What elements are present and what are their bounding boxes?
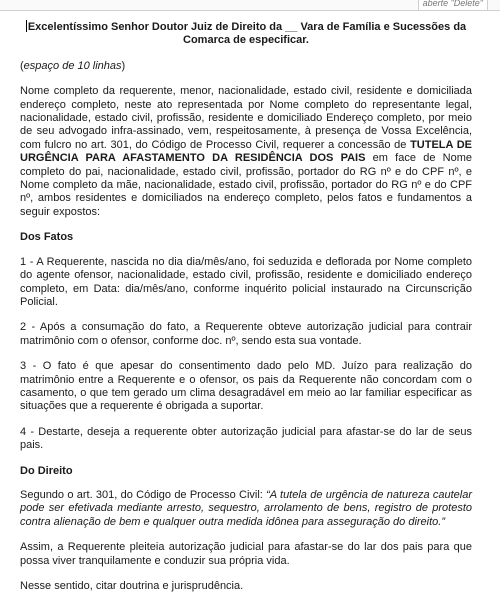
fato-paragraph-2: 2 - Após a consumação do fato, a Requerente obteve autorização judicial para contrair matrimônio com o ofensor, conforme doc. nº, sendo esta sua vontade. <box>20 321 472 347</box>
text-cursor <box>26 20 27 32</box>
intro-paragraph: Nome completo da requerente, menor, nacionalidade, estado civil, residente e domiciliada endereço completo, neste ato representada por Nome completo do representante legal, nacionalidade, estado civil, profissão, residente e domiciliado Endereço completo, por meio de seu advogado infra-assinado, vem, respeitosamente, à presença de Vossa Excelência, com fulcro no art. 301, do Código de Processo Civil, requerer a concessão de TUTELA DE URGÊNCIA PARA AFASTAMENTO DA RESIDÊNCIA DOS PAIS em face de Nome completo do pai, nacionalidade, estado civil, profissão, portador do RG nº e do CPF nº, e Nome completo da mãe, nacionalidade, estado civil, profissão, portador do RG nº e do CPF nº, ambos residentes e domiciliados na endereço completo, pelos fatos e fundamentos a seguir expostos: <box>20 85 472 218</box>
document-page[interactable] <box>20 20 472 605</box>
legal-quote: “A tutela de urgência de natureza cautelar pode ser efetivada mediante arresto, sequestro, arrolamento de bens, registro de protesto contra alienação de bem e qualquer outra medida idônea para asseguração do direito.” <box>20 488 472 528</box>
heading-text: Excelentíssimo Senhor Doutor Juiz de Direito da __ Vara de Família e Sucessões da Comarca de especificar. <box>27 21 467 47</box>
document-heading <box>20 20 472 48</box>
fato-paragraph-1: 1 - A Requerente, nascida no dia dia/mês/ano, foi seduzida e deflorada por Nome completo do agente ofensor, nacionalidade, estado civil, profissão, residente e domiciliado endereço completo, em Data: dia/mês/ano, conforme inquérito policial instaurado na Circunscrição Policial. <box>20 255 472 308</box>
fato-paragraph-3: 3 - O fato é que apesar do consentimento dado pelo MD. Juízo para realização do matrimônio entre a Requerente e o ofensor, os pais da Requerente não concordam com o casamento, o que tem gerado um clima desagradável em meio ao lar familiar especificar as situações que a requerente é obrigada a suportar. <box>20 360 472 413</box>
section-fatos: Dos Fatos <box>20 231 74 244</box>
direito-paragraph-2: Assim, a Requerente pleiteia autorização judicial para afastar-se do lar dos pais para que possa viver tranquilamente e conduzir sua própria vida. <box>20 541 472 567</box>
fato-paragraph-4: 4 - Destarte, deseja a requerente obter autorização judicial para afastar-se do lar de seus pais. <box>20 425 472 452</box>
spacing-note-text: espaço de 10 linhas <box>23 59 122 72</box>
direito-paragraph-3: Nesse sentido, citar doutrina e jurisprudência. <box>20 580 244 592</box>
spacing-note: (espaço de 10 linhas) <box>20 59 126 72</box>
direito-paragraph-1: Segundo o art. 301, do Código de Processo Civil: “A tutela de urgência de natureza cautelar pode ser efetivada mediante arresto, sequestro, arrolamento de bens, registro de protesto contra alienação de bem e qualquer outra medida idônea para asseguração do direito.” <box>20 488 472 528</box>
section-direito: Do Direito <box>20 464 73 477</box>
request-title: TUTELA DE URGÊNCIA PARA AFASTAMENTO DA RESIDÊNCIA DOS PAIS <box>20 138 472 165</box>
delete-hint: aberte "Delete" <box>418 0 488 11</box>
top-bar <box>0 0 500 11</box>
